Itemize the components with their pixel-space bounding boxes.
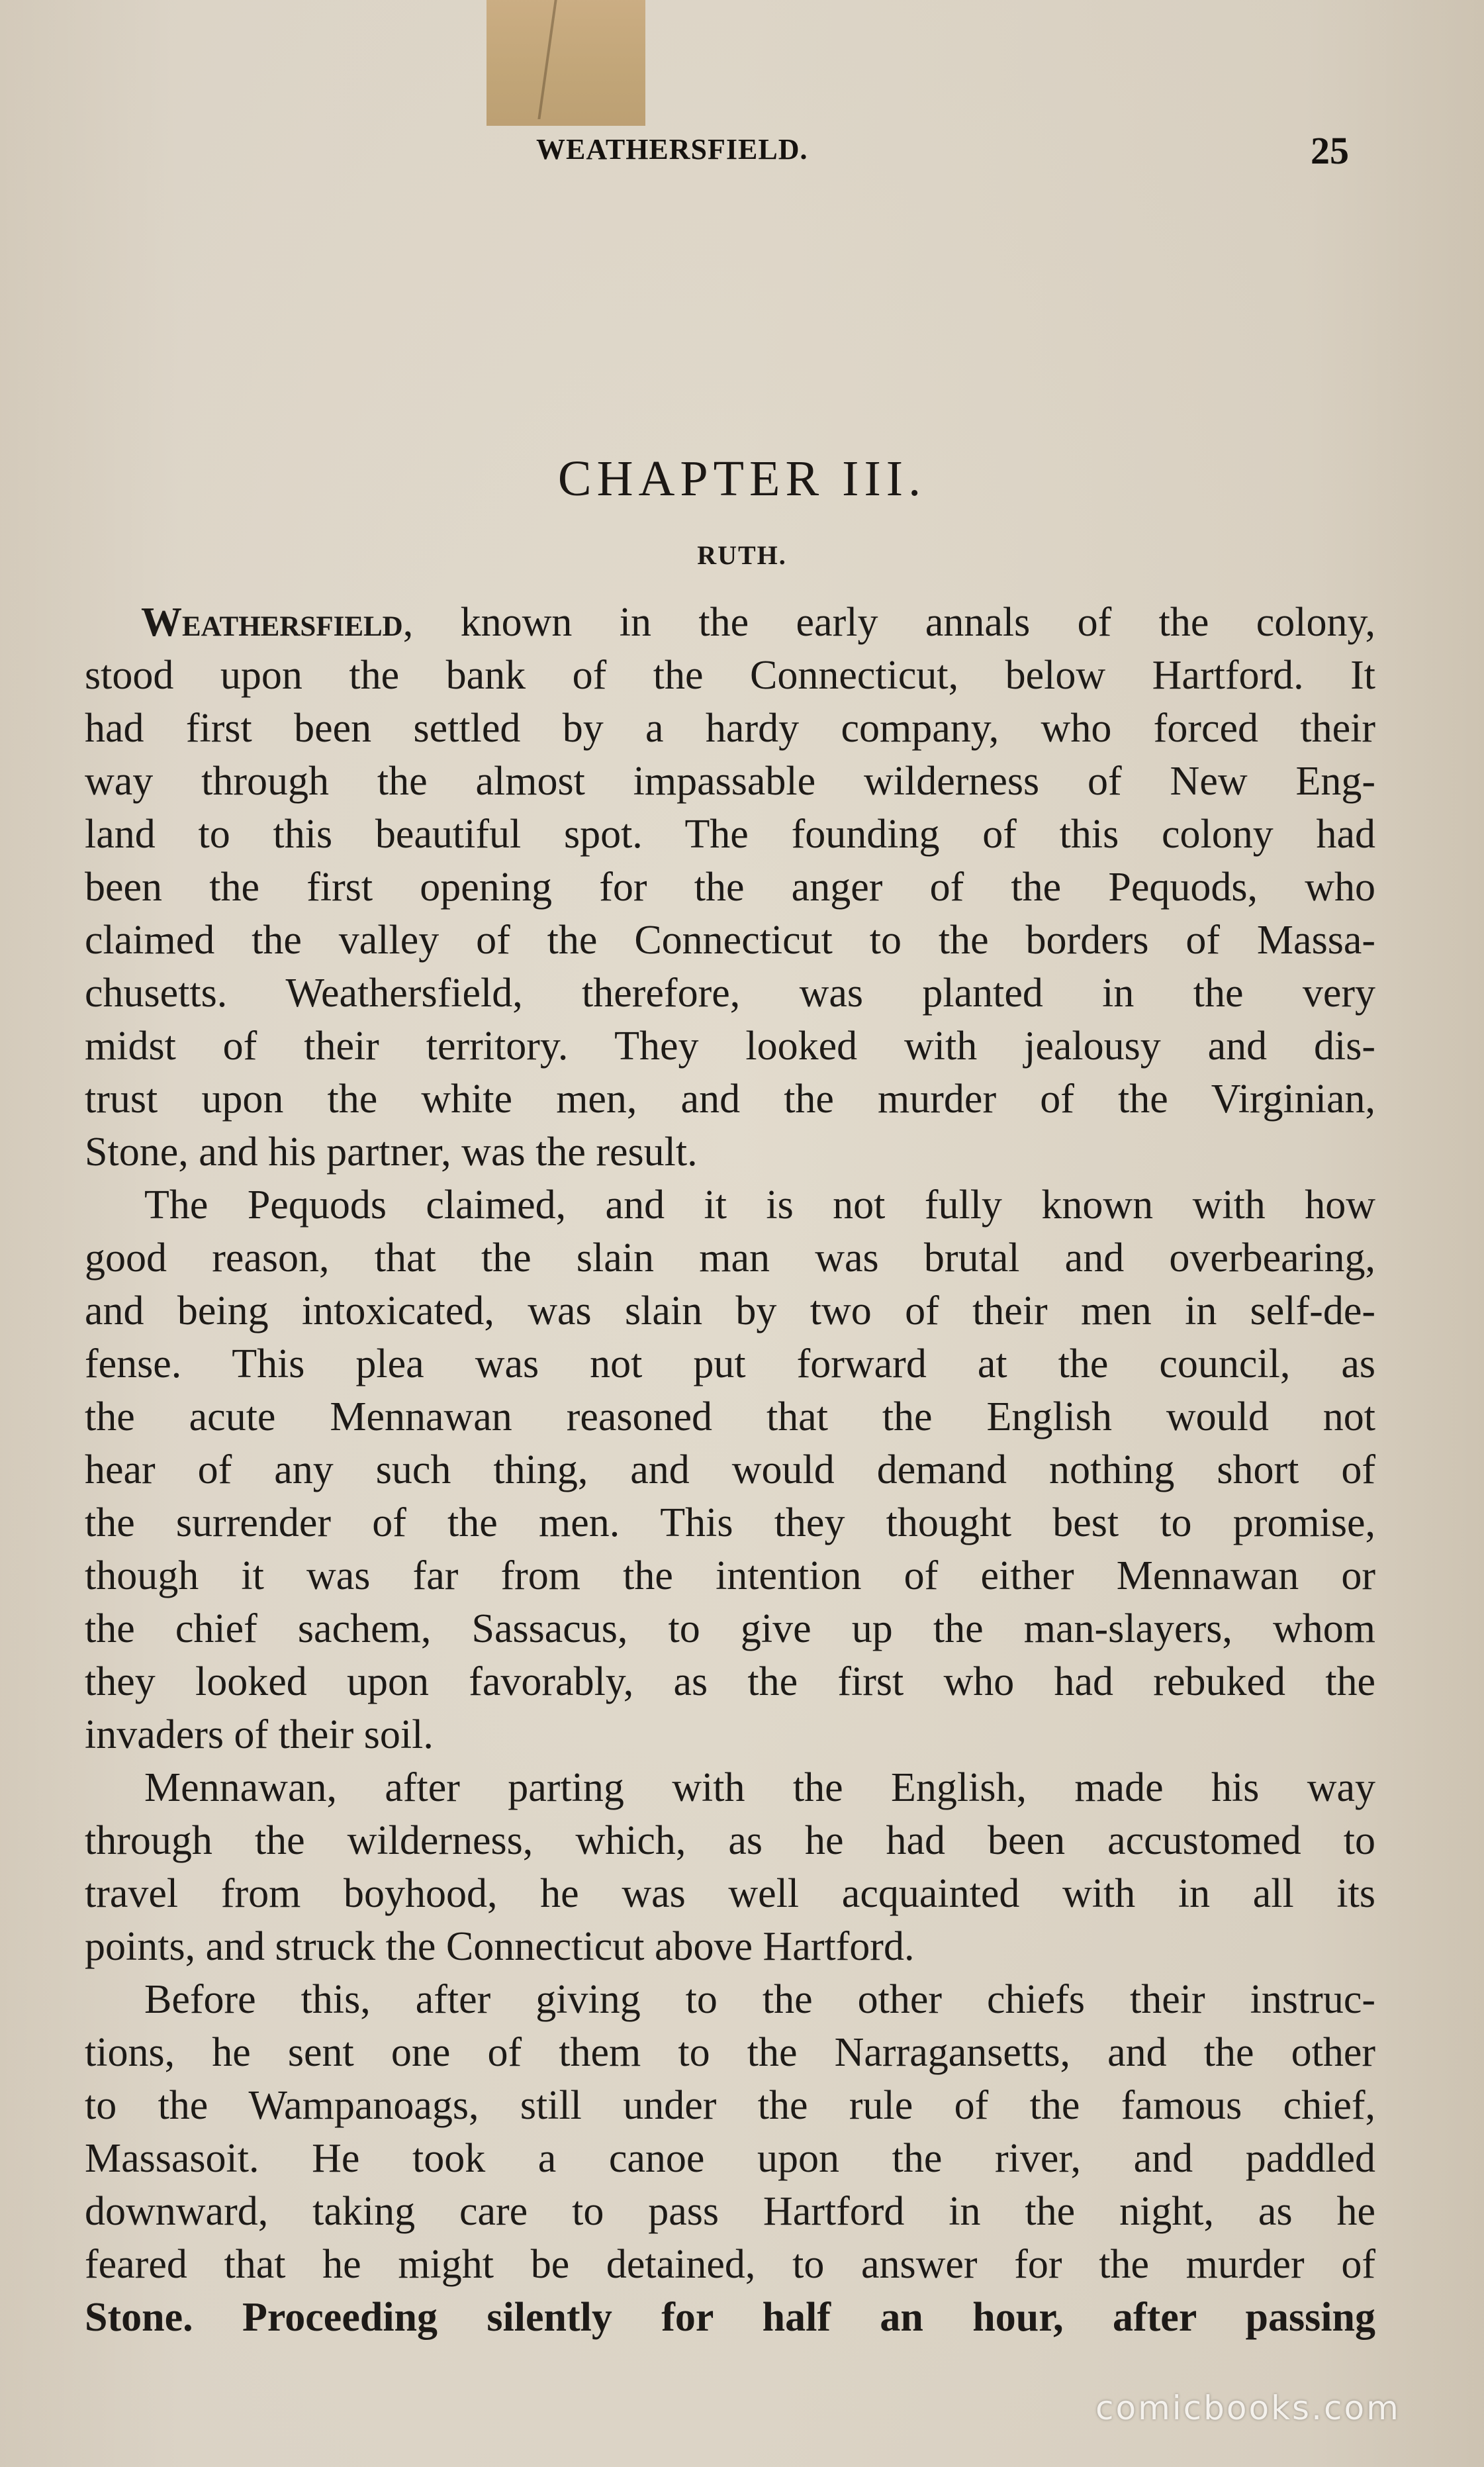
text-line: claimed the valley of the Connecticut to the borders of Massa- xyxy=(85,918,1375,963)
watermark: comicbooks.com xyxy=(1095,2389,1401,2427)
text-line: Stone, and his partner, was the result. xyxy=(85,1130,698,1175)
chapter-title: CHAPTER III. xyxy=(557,451,927,507)
text-line xyxy=(85,596,1375,649)
text-line: hear of any such thing, and would demand nothing short of xyxy=(85,1447,1375,1492)
text-line: tions, he sent one of them to the Narragansetts, and the other xyxy=(85,2030,1375,2075)
text-line: the surrender of the men. This they thought best to promise, xyxy=(85,1500,1375,1545)
page-number: 25 xyxy=(1311,129,1349,172)
text-line-content: , known in the early annals of the colony, xyxy=(402,600,1375,645)
text-line: way through the almost impassable wilderness of New Eng- xyxy=(85,759,1375,804)
text-line: downward, taking care to pass Hartford in the night, as he xyxy=(85,2189,1375,2234)
first-word: Weathersfield xyxy=(141,600,403,645)
running-title: WEATHERSFIELD. xyxy=(536,133,808,166)
text-line: points, and struck the Connecticut above Hartford. xyxy=(85,1924,915,1969)
text-line: to the Wampanoags, still under the rule of the famous chief, xyxy=(85,2083,1375,2128)
text-line: good reason, that the slain man was brutal and overbearing, xyxy=(85,1235,1375,1281)
text-line: been the first opening for the anger of the Pequods, who xyxy=(85,865,1375,910)
chapter-subtitle: RUTH. xyxy=(697,540,787,570)
running-header xyxy=(0,129,1484,172)
text-line: Before this, after giving to the other chiefs their instruc- xyxy=(144,1977,1375,2022)
text-line: land to this beautiful spot. The founding of this colony had xyxy=(85,812,1375,857)
text-line: though it was far from the intention of either Mennawan or xyxy=(85,1553,1375,1598)
text-line: travel from boyhood, he was well acquainted with in all its xyxy=(85,1871,1375,1916)
text-line: they looked upon favorably, as the first who had rebuked the xyxy=(85,1659,1375,1704)
text-line: feared that he might be detained, to answer for the murder of xyxy=(85,2242,1375,2287)
text-line: the chief sachem, Sassacus, to give up the man-slayers, whom xyxy=(85,1606,1375,1651)
text-line: through the wilderness, which, as he had been accustomed to xyxy=(85,1818,1375,1863)
text-line: Stone. Proceeding silently for half an hour, after passing xyxy=(85,2295,1375,2340)
text-line: the acute Mennawan reasoned that the English would not xyxy=(85,1394,1375,1439)
text-line: Mennawan, after parting with the English, made his way xyxy=(144,1765,1375,1810)
text-line: The Pequods claimed, and it is not fully known with how xyxy=(144,1183,1375,1228)
body-text xyxy=(85,596,1375,2344)
tape-strip xyxy=(487,0,645,126)
text-line: invaders of their soil. xyxy=(85,1712,434,1757)
text-line: fense. This plea was not put forward at the council, as xyxy=(85,1341,1375,1386)
text-line: trust upon the white men, and the murder of the Virginian, xyxy=(85,1077,1375,1122)
text-line: had first been settled by a hardy company, who forced their xyxy=(85,706,1375,751)
text-line: Massasoit. He took a canoe upon the river, and paddled xyxy=(85,2136,1375,2181)
text-line: and being intoxicated, was slain by two of their men in self-de- xyxy=(85,1288,1375,1333)
text-line: midst of their territory. They looked with jealousy and dis- xyxy=(85,1024,1375,1069)
text-line: chusetts. Weathersfield, therefore, was planted in the very xyxy=(85,971,1375,1016)
text-line: stood upon the bank of the Connecticut, below Hartford. It xyxy=(85,653,1375,698)
